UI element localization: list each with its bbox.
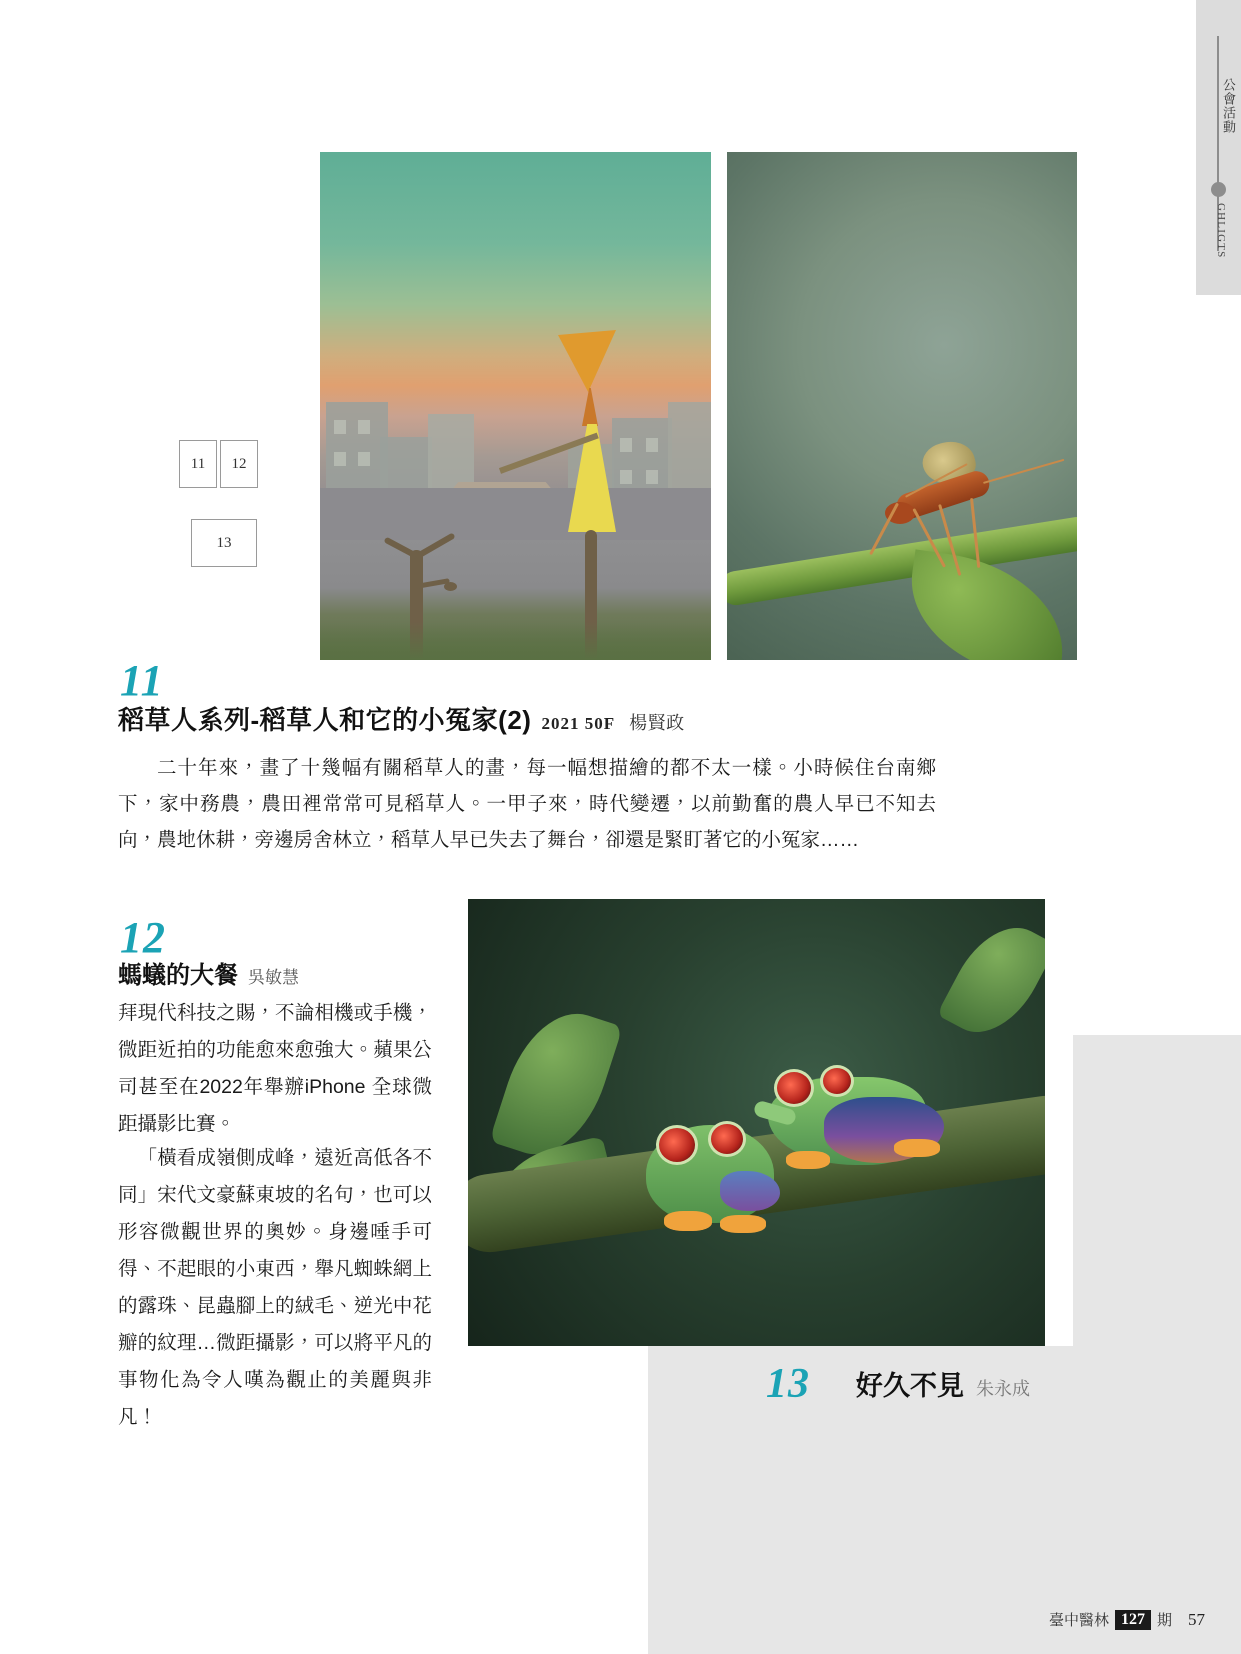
entry-author-12: 吳敏慧 xyxy=(248,968,299,987)
frog-right-foot xyxy=(894,1139,940,1157)
figure-key-11: 11 xyxy=(179,440,217,488)
entry-title-12 xyxy=(118,955,299,990)
page-footer xyxy=(1049,1609,1205,1630)
edge-tab-label-en: GHLIGTS xyxy=(1215,203,1227,259)
painting-grass xyxy=(320,622,711,660)
entry-body-12-paragraph-2: 「橫看成嶺側成峰，遠近高低各不同」宋代文豪蘇東坡的名句，也可以形容微觀世界的奧妙。身邊唾手可得、不起眼的小東西，舉凡蜘蛛網上的露珠、昆蟲腳上的絨毛、逆光中花瓣的紋理…微距攝影，可以將平凡的事物化為令人嘆為觀止的美麗與非凡！ xyxy=(118,1147,432,1428)
painting-window xyxy=(358,452,370,466)
entry-title-13 xyxy=(856,1364,1030,1403)
figure-key-13: 13 xyxy=(191,519,257,567)
entry-number-13: 13 xyxy=(766,1361,810,1407)
frog-left-flank xyxy=(720,1171,780,1211)
painting-window xyxy=(334,420,346,434)
footer-publication: 臺中醫林 xyxy=(1048,1612,1109,1629)
entry-title-13-text: 好久不見 xyxy=(856,1371,964,1401)
entry-body-11: 二十年來，畫了十幾幅有關稻草人的畫，每一幅想描繪的都不太一樣。小時候住台南鄉下，家中務農，農田裡常常可見稻草人。一甲子來，時代變遷，以前勤奮的農人早已不知去向，農地休耕，旁邊房舍林立，稻草人早已失去了舞台，卻還是緊盯著它的小冤家…… xyxy=(118,757,936,851)
footer-issue-number: 127 xyxy=(1115,1610,1151,1630)
painting-road xyxy=(320,488,711,540)
artwork-image-12-ant-macro-photo xyxy=(727,152,1077,660)
frog-right-eye xyxy=(774,1069,814,1107)
painting-window xyxy=(334,452,346,466)
figure-key-12: 12 xyxy=(220,440,258,488)
painting-window xyxy=(620,470,632,484)
entry-body-12-paragraph-1: 拜現代科技之賜，不論相機或手機，微距近拍的功能愈來愈強大。蘋果公司甚至在2022年舉辦iPhone 全球微距攝影比賽。 xyxy=(118,1002,432,1135)
artwork-image-11-scarecrow-painting xyxy=(320,152,711,660)
frog-left-foot xyxy=(720,1215,766,1233)
entry-title-12-text: 螞蟻的大餐 xyxy=(118,962,238,989)
frog-right-eye xyxy=(820,1065,854,1097)
frog-left-eye xyxy=(656,1125,698,1165)
frog-left-eye xyxy=(708,1121,746,1157)
painting-window xyxy=(646,470,658,484)
painting-window xyxy=(620,438,632,452)
artwork-image-13-tree-frogs-photo xyxy=(468,899,1045,1346)
entry-number-11: 11 xyxy=(120,656,164,705)
painting-window xyxy=(646,438,658,452)
edge-tab-dot-icon xyxy=(1211,182,1226,197)
frog-left-foot xyxy=(664,1211,712,1231)
decorative-panel-upper xyxy=(1073,1035,1241,1346)
entry-number-12: 12 xyxy=(120,913,166,962)
entry-meta-11: 2021 50F xyxy=(541,714,616,733)
entry-author-13: 朱永成 xyxy=(976,1379,1030,1399)
frog-right-foot xyxy=(786,1151,830,1169)
painting-window xyxy=(358,420,370,434)
entry-author-11: 楊賢政 xyxy=(629,713,685,733)
footer-page-number: 57 xyxy=(1188,1609,1205,1629)
entry-title-11 xyxy=(118,700,685,737)
edge-tab-label-cn: 公會活動 xyxy=(1221,78,1236,134)
entry-title-11-text: 稻草人系列-稻草人和它的小冤家(2) xyxy=(118,705,532,735)
footer-issue-suffix: 期 xyxy=(1156,1612,1172,1629)
painting-bird xyxy=(444,582,457,591)
